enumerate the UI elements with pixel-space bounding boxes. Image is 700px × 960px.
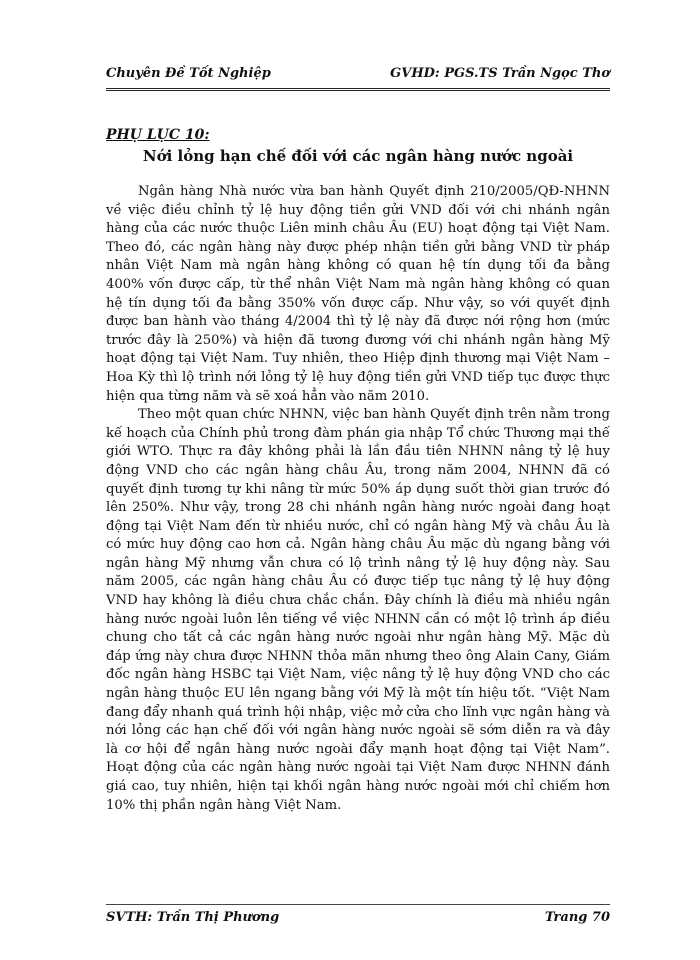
paragraph: Theo một quan chức NHNN, việc ban hành Quyết định trên nằm trong kế hoạch của Chính phủ trong đàm phán gia nhập Tổ chức Thương mại thế giới WTO. Thực ra đây không phải là lần đầu tiên NHNN nâng tỷ lệ huy động VND cho các ngân hàng châu Âu, trong năm 2004, NHNN đã có quyết định tương tự khi nâng từ mức 50% áp dụng suốt thời gian trước đó lên 250%. Như vậy, trong 28 chi nhánh ngân hàng nước ngoài đang hoạt động tại Việt Nam đến từ nhiều nước, chỉ có ngân hàng Mỹ và châu Âu là có mức huy động cao hơn cả. Ngân hàng châu Âu mặc dù ngang bằng với ngân hàng Mỹ nhưng vẫn chưa có lộ trình nâng tỷ lệ huy động này. Sau năm 2005, các ngân hàng châu Âu có được tiếp tục nâng tỷ lệ huy động VND hay không là điều chưa chắc chắn. Đây chính là điều mà nhiều ngân hàng nước ngoài luôn lên tiếng về việc NHNN cần có một lộ trình áp điều chung cho tất cả các ngân hàng nước ngoài như ngân hàng Mỹ. Mặc dù đáp ứng này chưa được NHNN thỏa mãn nhưng theo ông Alain Cany, Giám đốc ngân hàng HSBC tại Việt Nam, việc nâng tỷ lệ huy động VND cho các ngân hàng thuộc EU lên ngang bằng với Mỹ là một tín hiệu tốt. “Việt Nam đang đẩy nhanh quá trình hội nhập, việc mở cửa cho lĩnh vực ngân hàng và nới lỏng các hạn chế đối với ngân hàng nước ngoài sẽ sớm diễn ra và đây là cơ hội để ngân hàng nước ngoài đẩy mạnh hoạt động tại Việt Nam”. Hoạt động của các ngân hàng nước ngoài tại Việt Nam được NHNN đánh giá cao, tuy nhiên, hiện tại khối ngân hàng nước ngoài mới chỉ chiếm hơn 10% thị phần ngân hàng Việt Nam. [106, 407, 610, 813]
paragraph: Ngân hàng Nhà nước vừa ban hành Quyết định 210/2005/QĐ-NHNN về việc điều chỉnh tỷ lệ huy động tiền gửi VND đối với chi nhánh ngân hàng của các nước thuộc Liên minh châu Âu (EU) hoạt động tại Việt Nam. Theo đó, các ngân hàng này được phép nhận tiền gửi bằng VND từ pháp nhân Việt Nam mà ngân hàng không có quan hệ tín dụng tối đa bằng 400% vốn được cấp, từ thể nhân Việt Nam mà ngân hàng không có quan hệ tín dụng tối đa bằng 350% vốn được cấp. Như vậy, so với quyết định được ban hành vào tháng 4/2004 thì tỷ lệ này đã được nới rộng hơn (mức trước đây là 250%) và hiện đã tương đương với chi nhánh ngân hàng Mỹ hoạt động tại Việt Nam. Tuy nhiên, theo Hiệp định thương mại Việt Nam – Hoa Kỳ thì lộ trình nới lỏng tỷ lệ huy động tiền gửi VND tiếp tục được thực hiện qua từng năm và sẽ xoá hẳn vào năm 2010. [106, 184, 610, 404]
page-number: Trang 70 [544, 910, 610, 925]
body-text [106, 183, 610, 815]
page-footer [106, 904, 610, 925]
page-header [106, 66, 610, 91]
page-title: Nới lỏng hạn chế đối với các ngân hàng nước ngoài [142, 147, 574, 165]
footer-student: SVTH: Trần Thị Phương [106, 910, 280, 925]
header-advisor: GVHD: PGS.TS Trần Ngọc Thơ [390, 66, 610, 81]
header-course-title: Chuyên Đề Tốt Nghiệp [106, 66, 271, 81]
appendix-label: PHỤ LỤC 10: [106, 127, 210, 143]
